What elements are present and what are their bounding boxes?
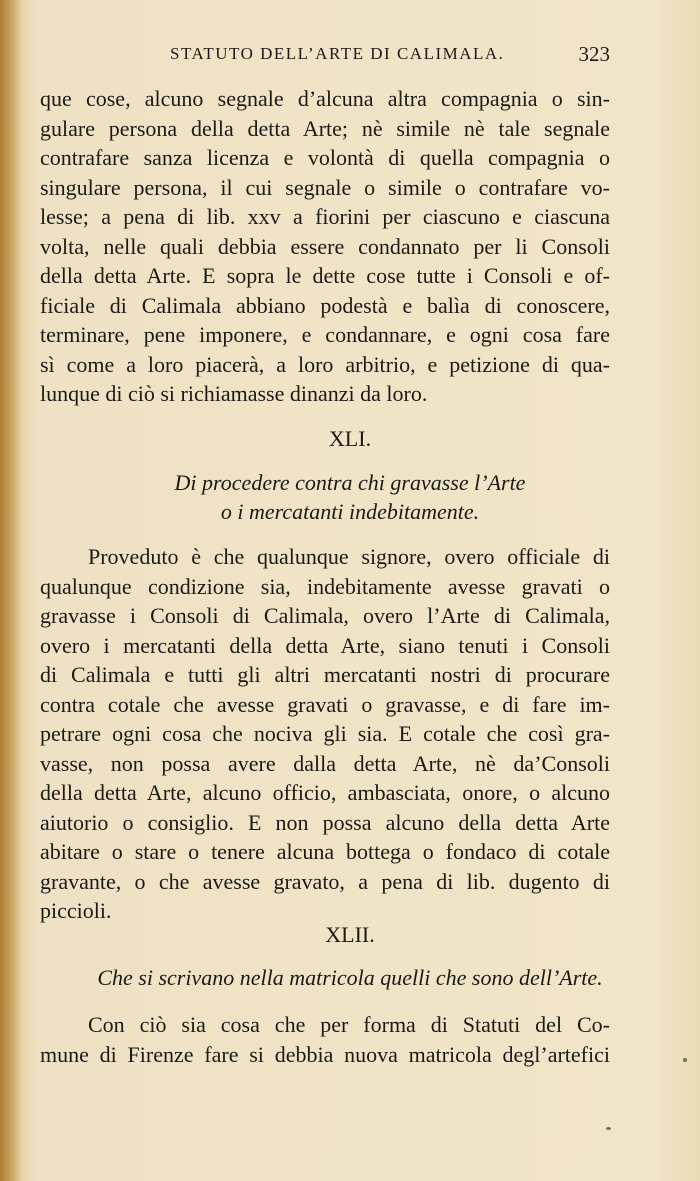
text-line: della detta Arte, alcuno officio, ambasciata, onore, o alcuno [40,780,610,805]
text-line: lesse; a pena di lib. xxv a fiorini per ciascuno e ciascuna [40,204,610,229]
paragraph-continued [40,84,610,409]
text-line: que cose, alcuno segnale d’alcuna altra compagnia o sin- [40,86,610,111]
text-line: abitare o stare o tenere alcuna bottega o fondaco di cotale [40,839,610,864]
text-line: lunque di ciò si richiamasse dinanzi da loro. [40,381,428,406]
text-line: mune di Firenze fare si debbia nuova matricola degl’artefici [40,1041,610,1067]
text-line: Proveduto è che qualunque signore, overo officiale di [88,544,610,569]
text-line: qualunque condizione sia, indebitamente avesse gravati o [40,573,610,599]
text-line: ficiale di Calimala abbiano podestà e balìa di conoscere, [40,292,610,318]
text-line: gravasse i Consoli di Calimala, overo l’Arte di Calimala, [40,603,610,628]
paper-speck [683,1058,687,1062]
paper-speck [606,1127,611,1130]
text-line: petrare ogni cosa che nociva gli sia. E cotale che così gra- [40,721,610,746]
text-line: Con ciò sia cosa che per forma di Statuti del Co- [88,1012,610,1037]
text-line: aiutorio o consiglio. E non possa alcuno della detta Arte [40,809,610,835]
section-body-xlii [40,1010,610,1069]
section-title-xli [0,468,700,526]
text-line: volta, nelle quali debbia essere condannato per li Consoli [40,233,610,259]
text-line: della detta Arte. E sopra le dette cose tutte i Consoli e of- [40,263,610,288]
text-line: sì come a loro piacerà, a loro arbitrio, e petizione di qua- [40,351,610,377]
binding-shadow [0,0,22,1181]
text-line: terminare, pene imponere, e condannare, e ogni cosa fare [40,322,610,347]
page-header [40,44,610,74]
text-line: gulare persona della detta Arte; nè simile nè tale segnale [40,115,610,141]
text-line: singulare persona, il cui segnale o simile o contrafare vo- [40,174,610,200]
section-title-xlii [0,963,700,992]
section-number-xli: XLI. [328,426,372,451]
text-line: di Calimala e tutti gli altri mercatanti nostri di procurare [40,662,610,687]
section-body-xli [40,542,610,926]
text-line: overo i mercatanti della detta Arte, siano tenuti i Consoli [40,632,610,658]
section-number-xlii: XLII. [325,922,375,947]
section-title-line: Che si scrivano nella matricola quelli che sono dell’Arte. [97,965,603,990]
text-line: contrafare sanza licenza e volontà di quella compagnia o [40,145,610,170]
text-line: contra cotale che avesse gravati o gravasse, e di fare im- [40,691,610,717]
section-title-line: o i mercatanti indebitamente. [220,499,480,524]
page-number: 323 [578,42,610,66]
text-line: gravante, o che avesse gravato, a pena di lib. dugento di [40,868,610,894]
text-line: piccioli. [40,898,112,923]
text-line: vasse, non possa avere dalla detta Arte, nè da’Consoli [40,750,610,776]
running-title: STATUTO DELL’ARTE DI CALIMALA. [170,44,505,63]
section-title-line: Di procedere contra chi gravasse l’Arte [174,470,526,495]
